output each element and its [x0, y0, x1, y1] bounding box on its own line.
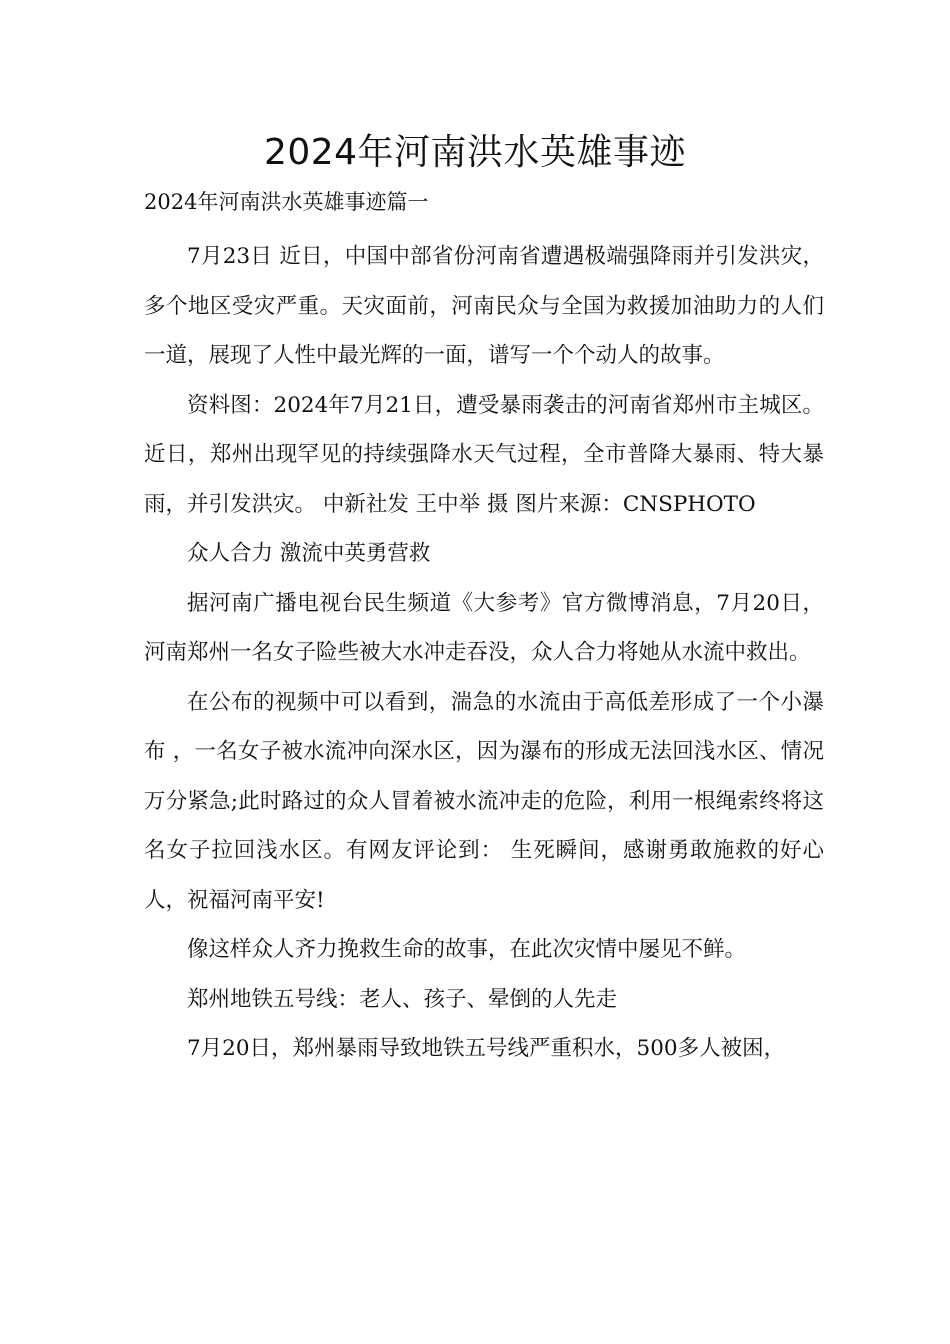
section-heading-metro: 郑州地铁五号线：老人、孩子、晕倒的人先走 [187, 986, 618, 1012]
paragraph-video-description: 在公布的视频中可以看到，湍急的水流由于高低差形成了一个小瀑布 ，一名女子被水流冲向深水区，因为瀑布的形成无法回浅水区、情况万分紧急;此时路过的众人冒着被水流冲走的危险，利用一根绳索终将这名女子拉回浅水区。有网友评论到： 生死瞬间，感谢勇敢施救的好心人，祝福河南平安! [144, 689, 824, 913]
document-title: 2024年河南洪水英雄事迹 [263, 132, 687, 173]
paragraph-summary: 像这样众人齐力挽救生命的故事，在此次灾情中屡见不鲜。 [187, 937, 747, 962]
section-heading-rescue: 众人合力 激流中英勇营救 [187, 541, 431, 566]
paragraph-intro: 7月23日 近日，中国中部省份河南省遭遇极端强降雨并引发洪灾，多个地区受灾严重。天灾面前，河南民众与全国为救援加油助力的人们一道，展现了人性中最光辉的一面，谱写一个个动人的故事。 [144, 244, 824, 368]
paragraph-weibo-report: 据河南广播电视台民生频道《大参考》官方微博消息，7月20日，河南郑州一名女子险些被大水冲走吞没，众人合力将她从水流中救出。 [144, 590, 824, 665]
paragraph-photo-caption: 资料图：2024年7月21日，遭受暴雨袭击的河南省郑州市主城区。近日，郑州出现罕见的持续强降水天气过程，全市普降大暴雨、特大暴雨，并引发洪灾。 中新社发 王中举 摄 图片来源：CNSPHOTO [144, 392, 824, 517]
paragraph-metro: 7月20日，郑州暴雨导致地铁五号线严重积水，500多人被困， [187, 1036, 786, 1061]
document-body [144, 232, 824, 1074]
document-subtitle: 2024年河南洪水英雄事迹篇一 [144, 190, 429, 214]
